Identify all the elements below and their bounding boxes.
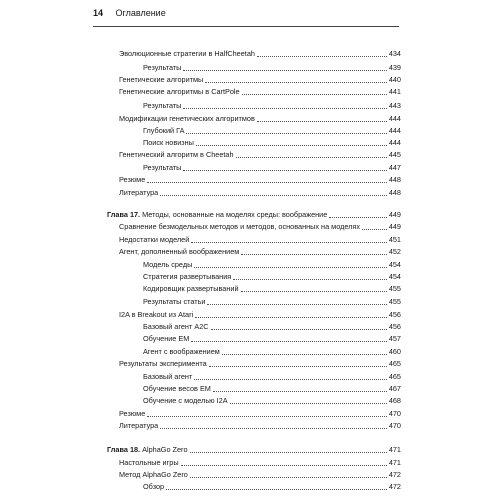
toc-entry[interactable] (119, 87, 401, 97)
toc-entry[interactable] (119, 359, 401, 369)
dot-leader (183, 62, 386, 71)
entry-title: Стратегия развертывания (143, 272, 232, 281)
entry-title: Генетические алгоритмы (119, 75, 204, 84)
toc-entry[interactable] (143, 396, 401, 406)
entry-title: Литература (119, 188, 159, 197)
dot-leader (213, 383, 387, 392)
dot-leader (236, 149, 387, 158)
entry-page-number: 449 (388, 210, 401, 219)
entry-page-number: 472 (388, 482, 401, 491)
dot-leader (194, 259, 386, 268)
entry-title: Эволюционные стратегии в HalfCheetah (119, 49, 255, 58)
entry-page-number: 470 (388, 421, 401, 430)
entry-title: Глубокий ГА (143, 126, 185, 135)
entry-page-number: 444 (388, 114, 401, 123)
toc-entry[interactable] (119, 458, 401, 468)
entry-page-number: 445 (388, 150, 401, 159)
toc-entry[interactable] (119, 150, 401, 160)
dot-leader (211, 321, 387, 330)
entry-title: Генетические алгоритмы в CartPole (119, 87, 240, 96)
dot-leader (362, 221, 387, 230)
toc-entry[interactable] (143, 347, 401, 357)
toc-entry[interactable] (143, 101, 401, 111)
dot-leader (160, 420, 387, 429)
entry-title: Резюме (119, 175, 146, 184)
entry-title: Результаты (143, 63, 182, 72)
toc-entry[interactable] (143, 163, 401, 173)
chapter-entry[interactable] (107, 210, 401, 220)
entry-page-number: 456 (388, 322, 401, 331)
entry-title: Результаты (143, 101, 182, 110)
dot-leader (242, 86, 387, 95)
chapter-title: Методы, основанные на моделях среды: воображение (140, 210, 328, 219)
entry-title: Базовый агент (143, 372, 193, 381)
dot-leader (166, 481, 387, 490)
toc-entry[interactable] (143, 372, 401, 382)
entry-title: Базовый агент A2C (143, 322, 209, 331)
toc-entry[interactable] (119, 470, 401, 480)
dot-leader (196, 137, 387, 146)
entry-page-number: 454 (388, 260, 401, 269)
toc-entry[interactable] (143, 482, 401, 492)
dot-leader (160, 187, 387, 196)
toc-entry[interactable] (143, 384, 401, 394)
entry-title: Результаты (143, 163, 182, 172)
entry-page-number: 451 (388, 235, 401, 244)
entry-title (107, 445, 188, 455)
dot-leader (183, 162, 386, 171)
dot-leader (190, 444, 387, 453)
dot-leader (195, 309, 387, 318)
toc-entry[interactable] (119, 409, 401, 419)
entry-title: Обучение с моделью I2A (143, 396, 228, 405)
toc-entry[interactable] (143, 284, 401, 294)
entry-title: I2A в Breakout из Atari (119, 310, 194, 319)
entry-page-number: 465 (388, 372, 401, 381)
toc-entry[interactable] (143, 138, 401, 148)
entry-title: Метод AlphaGo Zero (119, 470, 188, 479)
dot-leader (147, 408, 387, 417)
dot-leader (257, 48, 387, 57)
entry-page-number: 465 (388, 359, 401, 368)
dot-leader (183, 100, 386, 109)
dot-leader (194, 371, 387, 380)
entry-page-number: 444 (388, 126, 401, 135)
entry-page-number: 439 (388, 63, 401, 72)
dot-leader (257, 113, 387, 122)
entry-page-number: 455 (388, 297, 401, 306)
toc-entry[interactable] (143, 260, 401, 270)
entry-title: Агент с воображением (143, 347, 220, 356)
dot-leader (222, 346, 387, 355)
chapter-entry[interactable] (107, 445, 401, 455)
toc-entry[interactable] (143, 126, 401, 136)
entry-title: Поиск новизны (143, 138, 194, 147)
entry-title: Обзор (143, 482, 165, 491)
toc-entry[interactable] (119, 75, 401, 85)
entry-page-number: 448 (388, 188, 401, 197)
toc-entry[interactable] (119, 235, 401, 245)
dot-leader (329, 209, 387, 218)
entry-page-number: 456 (388, 310, 401, 319)
entry-page-number: 471 (388, 458, 401, 467)
entry-page-number: 449 (388, 222, 401, 231)
entry-page-number: 447 (388, 163, 401, 172)
toc-entry[interactable] (119, 247, 401, 257)
toc-entry[interactable] (119, 188, 401, 198)
header-title: Оглавление (115, 8, 166, 18)
entry-title: Модификации генетических алгоритмов (119, 114, 255, 123)
entry-title: Агент, дополненный воображением (119, 247, 240, 256)
entry-title: Кодировщик развертываний (143, 284, 239, 293)
dot-leader (205, 74, 387, 83)
entry-page-number: 467 (388, 384, 401, 393)
toc-entry[interactable] (119, 222, 401, 232)
toc-entry[interactable] (143, 272, 401, 282)
entry-page-number: 468 (388, 396, 401, 405)
entry-page-number: 472 (388, 470, 401, 479)
chapter-title: AlphaGo Zero (140, 445, 188, 454)
dot-leader (186, 125, 386, 134)
toc-entry[interactable] (143, 322, 401, 332)
entry-title: Резюме (119, 409, 146, 418)
entry-page-number: 452 (388, 247, 401, 256)
dot-leader (207, 296, 386, 305)
entry-page-number: 440 (388, 75, 401, 84)
entry-title: Обучение весов EM (143, 384, 211, 393)
entry-title: Сравнение безмодельных методов и методов, основанных на моделях (119, 222, 361, 231)
entry-page-number: 457 (388, 334, 401, 343)
entry-title: Обучение EM (143, 334, 190, 343)
dot-leader (233, 271, 387, 280)
entry-title: Настольные игры (119, 458, 179, 467)
dot-leader (230, 395, 387, 404)
toc-entry[interactable] (143, 297, 401, 307)
entry-page-number: 443 (388, 101, 401, 110)
header-page-number: 14 (93, 8, 104, 18)
entry-page-number: 471 (388, 445, 401, 454)
entry-page-number: 434 (388, 49, 401, 58)
dot-leader (241, 283, 387, 292)
entry-title (107, 210, 327, 220)
dot-leader (191, 333, 386, 342)
entry-page-number: 441 (388, 87, 401, 96)
entry-title: Модель среды (143, 260, 193, 269)
entry-page-number: 454 (388, 272, 401, 281)
entry-page-number: 444 (388, 138, 401, 147)
entry-page-number: 448 (388, 175, 401, 184)
toc-entry[interactable] (119, 49, 401, 59)
entry-title: Генетический алгоритм в Cheetah (119, 150, 234, 159)
entry-title: Недостатки моделей (119, 235, 190, 244)
dot-leader (190, 469, 387, 478)
dot-leader (209, 358, 387, 367)
dot-leader (147, 174, 387, 183)
toc-entry[interactable] (143, 63, 401, 73)
chapter-label: Глава 18. (107, 445, 141, 454)
dot-leader (241, 246, 387, 255)
entry-title: Литература (119, 421, 159, 430)
entry-title: Результаты эксперимента (119, 359, 207, 368)
entry-title: Результаты статьи (143, 297, 206, 306)
entry-page-number: 460 (388, 347, 401, 356)
entry-page-number: 470 (388, 409, 401, 418)
toc-entry[interactable] (119, 421, 401, 431)
toc-entry[interactable] (119, 114, 401, 124)
toc-entry[interactable] (119, 310, 401, 320)
dot-leader (181, 457, 387, 466)
chapter-label: Глава 17. (107, 210, 141, 219)
dot-leader (191, 234, 387, 243)
toc-entry[interactable] (143, 334, 401, 344)
toc-entry[interactable] (119, 175, 401, 185)
entry-page-number: 455 (388, 284, 401, 293)
